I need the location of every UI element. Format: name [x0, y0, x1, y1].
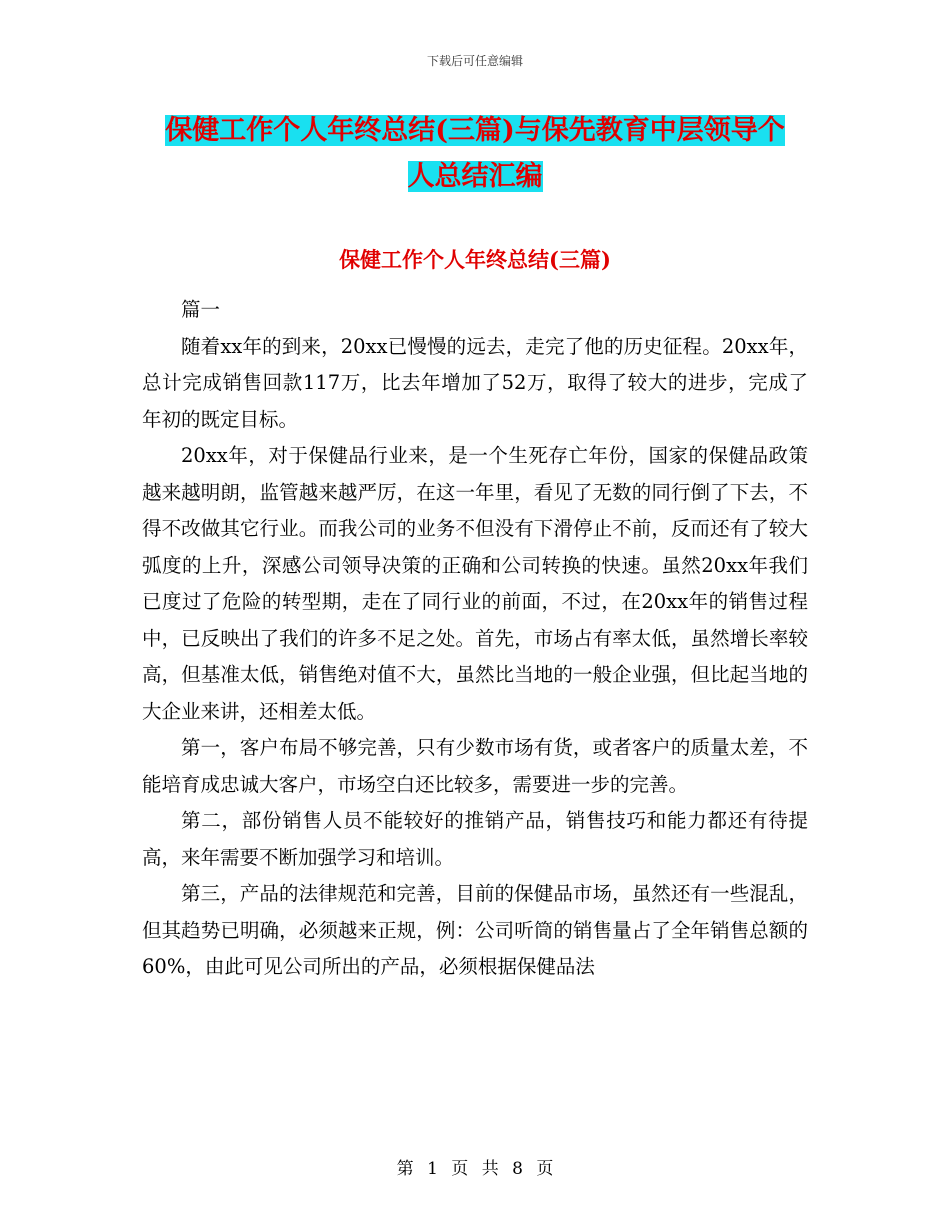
paragraph: 随着xx年的到来，20xx已慢慢的远去，走完了他的历史征程。20xx年，总计完成销售回款117万，比去年增加了52万，取得了较大的进步，完成了年初的既定目标。 — [142, 334, 808, 431]
header-note: 下载后可任意编辑 — [426, 54, 523, 68]
page-footer: 第 1 页 共 8 页 — [396, 1159, 554, 1179]
paragraph: 20xx年，对于保健品行业来，是一个生死存亡年份，国家的保健品政策越来越明朗，监管越来越严厉，在这一年里，看见了无数的同行倒了下去，不得不改做其它行业。而我公司的业务不但没有下滑停止不前，反而还有了较大弧度的上升，深感公司领导决策的正确和公司转换的快速。虽然20xx年我们已度过了危险的转型期，走在了同行业的前面，不过，在20xx年的销售过程中，已反映出了我们的许多不足之处。首先，市场占有率太低，虽然增长率较高，但基准太低，销售绝对值不大，虽然比当地的一般企业强，但比起当地的大企业来讲，还相差太低。 — [142, 444, 808, 723]
section-title: 保健工作个人年终总结(三篇) — [339, 247, 611, 272]
document-title-line-2: 人总结汇编 — [407, 161, 543, 192]
document-body — [142, 292, 808, 986]
paragraph: 第一，客户布局不够完善，只有少数市场有货，或者客户的质量太差，不能培育成忠诚大客户，市场空白还比较多，需要进一步的完善。 — [142, 736, 808, 796]
paragraph: 第二，部份销售人员不能较好的推销产品，销售技巧和能力都还有待提高，来年需要不断加强学习和培训。 — [142, 809, 808, 869]
paragraph: 第三，产品的法律规范和完善，目前的保健品市场，虽然还有一些混乱，但其趋势已明确，必须越来正规，例：公司听筒的销售量占了全年销售总额的60%，由此可见公司所出的产品，必须根据保健品法 — [142, 882, 808, 978]
document-title-line-1: 保健工作个人年终总结(三篇)与保先教育中层领导个 — [165, 115, 785, 146]
paragraph: 篇一 — [181, 298, 221, 321]
document-title — [140, 108, 810, 200]
